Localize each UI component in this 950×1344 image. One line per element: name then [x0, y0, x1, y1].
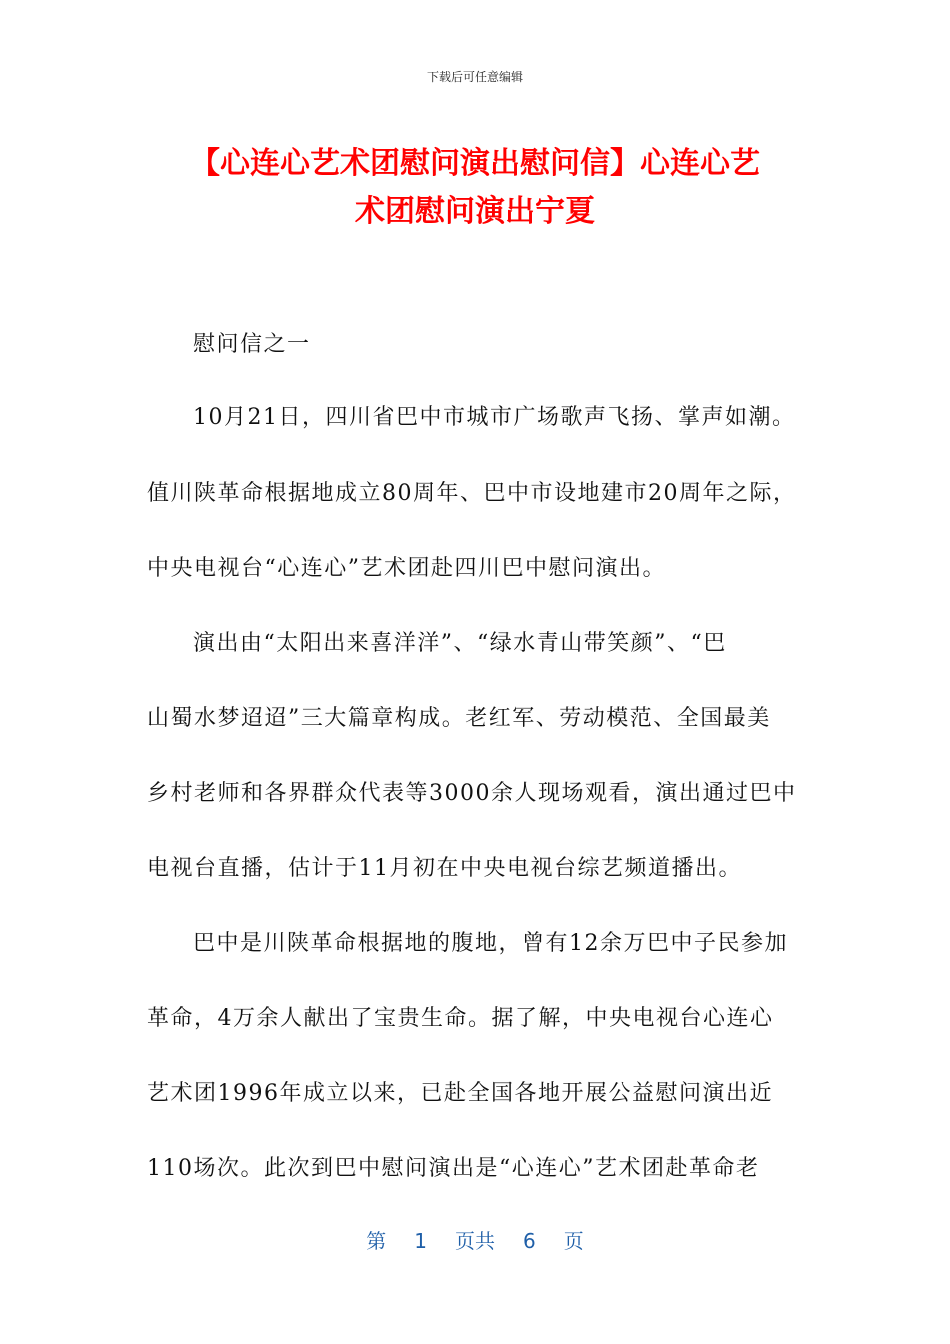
title-line-1: 【心连心艺术团慰问演出慰问信】心连心艺 — [190, 146, 760, 181]
body-line: 山蜀水梦迢迢”三大篇章构成。老红军、劳动模范、全国最美 — [147, 706, 771, 731]
page-number: 1 — [414, 1229, 427, 1253]
body-line: 巴中是川陕革命根据地的腹地，曾有12余万巴中子民参加 — [193, 931, 788, 956]
body-line: 中央电视台“心连心”艺术团赴四川巴中慰问演出。 — [147, 556, 666, 581]
title-line-2: 术团慰问演出宁夏 — [355, 194, 595, 229]
body-line: 艺术团1996年成立以来，已赴全国各地开展公益慰问演出近 — [147, 1081, 773, 1106]
body-line: 电视台直播，估计于11月初在中央电视台综艺频道播出。 — [147, 856, 742, 881]
body-line: 革命，4万余人献出了宝贵生命。据了解，中央电视台心连心 — [147, 1006, 774, 1031]
page-suffix: 页 — [563, 1229, 584, 1253]
section-heading: 慰问信之一 — [193, 332, 311, 357]
body-line: 10月21日，四川省巴中市城市广场歌声飞扬、掌声如潮。 — [193, 405, 796, 430]
body-line: 110场次。此次到巴中慰问演出是“心连心”艺术团赴革命老 — [147, 1156, 760, 1181]
total-pages: 6 — [523, 1229, 536, 1253]
page-mid: 页共 — [455, 1229, 495, 1253]
page-prefix: 第 — [366, 1229, 387, 1253]
body-line: 演出由“太阳出来喜洋洋”、“绿水青山带笑颜”、“巴 — [193, 631, 727, 656]
document-title — [150, 140, 800, 236]
body-line: 乡村老师和各界群众代表等3000余人现场观看，演出通过巴中 — [147, 781, 797, 806]
header-note: 下载后可任意编辑 — [426, 70, 523, 84]
page-footer — [0, 1225, 950, 1254]
body-line: 值川陕革命根据地成立80周年、巴中市设地建市20周年之际， — [147, 481, 797, 506]
